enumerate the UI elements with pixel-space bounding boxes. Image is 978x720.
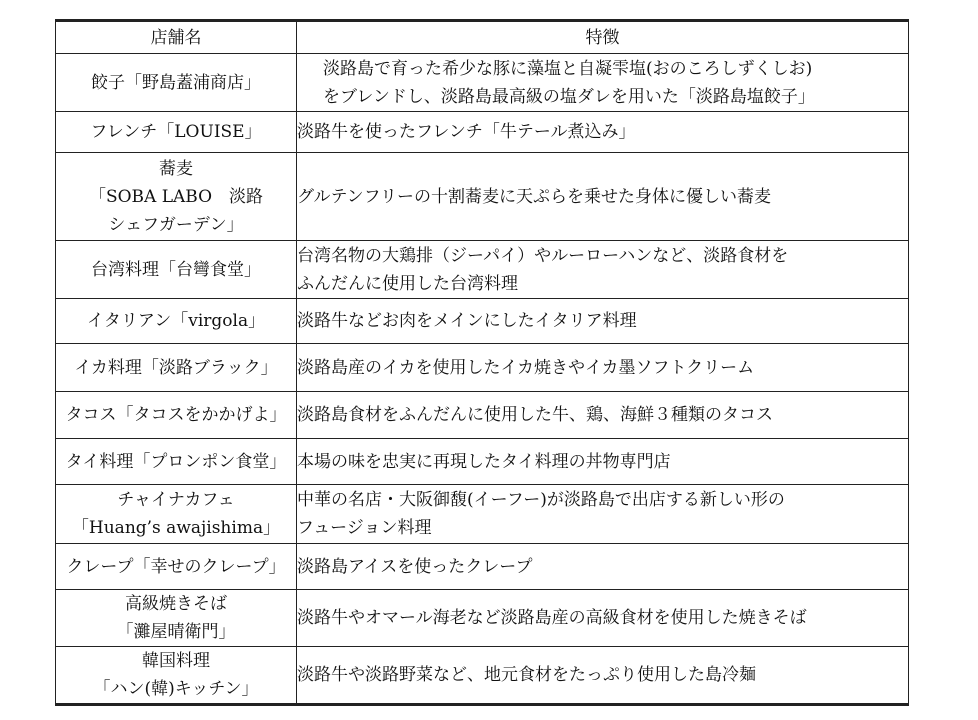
feature-cell [297, 485, 909, 544]
shop-name: チャイナカフェ [117, 490, 235, 510]
shop-name: 台湾料理「台彎食堂」 [91, 259, 261, 280]
shop-name: フレンチ「LOUISE」 [90, 122, 262, 142]
feature-cell [297, 647, 909, 705]
table-row [56, 439, 909, 485]
shop-name-cell [56, 590, 297, 647]
feature-text: ふんだんに使用した台湾料理 [297, 273, 518, 294]
header-shop-name: 店舗名 [56, 21, 297, 54]
feature-text: 本場の味を忠実に再現したタイ料理の丼物専門店 [297, 451, 671, 472]
feature-cell [297, 590, 909, 647]
feature-text: をブレンドし、淡路島最高級の塩ダレを用いた「淡路島塩餃子」 [323, 86, 815, 107]
table-row [56, 647, 909, 705]
shop-name-cell [56, 241, 297, 299]
table-row [56, 590, 909, 647]
shop-name: 「SOBA LABO 淡路 [88, 186, 264, 207]
shop-name-cell [56, 153, 297, 241]
feature-text: 淡路牛やオマール海老など淡路島産の高級食材を使用した焼きそば [297, 608, 807, 628]
shop-name: クレープ「幸せのクレープ」 [66, 556, 286, 577]
shop-name: タコス「タコスをかかげよ」 [65, 405, 287, 425]
shop-name-cell [56, 344, 297, 392]
feature-text: グルテンフリーの十割蕎麦に天ぷらを乗せた身体に優しい蕎麦 [297, 186, 771, 207]
table-row [56, 241, 909, 299]
feature-cell [297, 544, 909, 590]
feature-text: 淡路牛などお肉をメインにしたイタリア料理 [297, 311, 637, 331]
header-feature: 特徴 [297, 21, 909, 54]
table-row [56, 54, 909, 112]
feature-cell [297, 241, 909, 299]
feature-cell [297, 54, 909, 112]
feature-text: 淡路牛を使ったフレンチ「牛テール煮込み」 [297, 122, 636, 142]
shop-name: 「ハン(韓)キッチン」 [93, 679, 259, 699]
table-row [56, 485, 909, 544]
shop-name: 高級焼きそば [125, 594, 227, 614]
feature-text: 淡路島で育った希少な豚に藻塩と自凝雫塩(おのころしずくしお) [323, 58, 813, 79]
feature-cell [297, 153, 909, 241]
shop-name: イタリアン「virgola」 [86, 311, 266, 331]
shop-name-cell [56, 112, 297, 153]
shop-name-cell [56, 54, 297, 112]
table-row [56, 299, 909, 344]
shop-name: タイ料理「プロンポン食堂」 [65, 451, 287, 472]
shop-name-cell [56, 392, 297, 439]
table-row [56, 392, 909, 439]
shop-name: 蕎麦 [159, 158, 193, 179]
table-header-row [56, 21, 909, 54]
feature-cell [297, 112, 909, 153]
shop-name-cell [56, 485, 297, 544]
shop-name: 韓国料理 [142, 651, 210, 671]
feature-text: 淡路島産のイカを使用したイカ焼きやイカ墨ソフトクリーム [297, 357, 755, 378]
restaurant-table [55, 19, 909, 706]
feature-cell [297, 299, 909, 344]
shop-name: 「灘屋晴衛門」 [116, 622, 236, 642]
shop-name-cell [56, 544, 297, 590]
shop-name-cell [56, 299, 297, 344]
feature-text: 淡路島アイスを使ったクレープ [297, 556, 533, 577]
shop-name: イカ料理「淡路ブラック」 [74, 357, 278, 378]
feature-text: 淡路牛や淡路野菜など、地元食材をたっぷり使用した島冷麺 [297, 665, 756, 685]
shop-name-cell [56, 439, 297, 485]
feature-cell [297, 344, 909, 392]
shop-name-cell [56, 647, 297, 705]
shop-name: シェフガーデン」 [108, 214, 244, 235]
feature-text: 中華の名店・大阪御馥(イーフー)が淡路島で出店する新しい形の [297, 490, 785, 510]
feature-text: フュージョン料理 [297, 518, 432, 538]
feature-text: 淡路島食材をふんだんに使用した牛、鶏、海鮮３種類のタコス [297, 405, 773, 425]
table-row [56, 112, 909, 153]
table-row [56, 344, 909, 392]
feature-text: 台湾名物の大鶏排（ジーパイ）やルーローハンなど、淡路食材を [297, 245, 789, 266]
feature-cell [297, 439, 909, 485]
feature-cell [297, 392, 909, 439]
table-row [56, 153, 909, 241]
shop-name: 餃子「野島蓋浦商店」 [91, 72, 261, 93]
table-row [56, 544, 909, 590]
shop-name: 「Huang’s awajishima」 [71, 518, 281, 538]
